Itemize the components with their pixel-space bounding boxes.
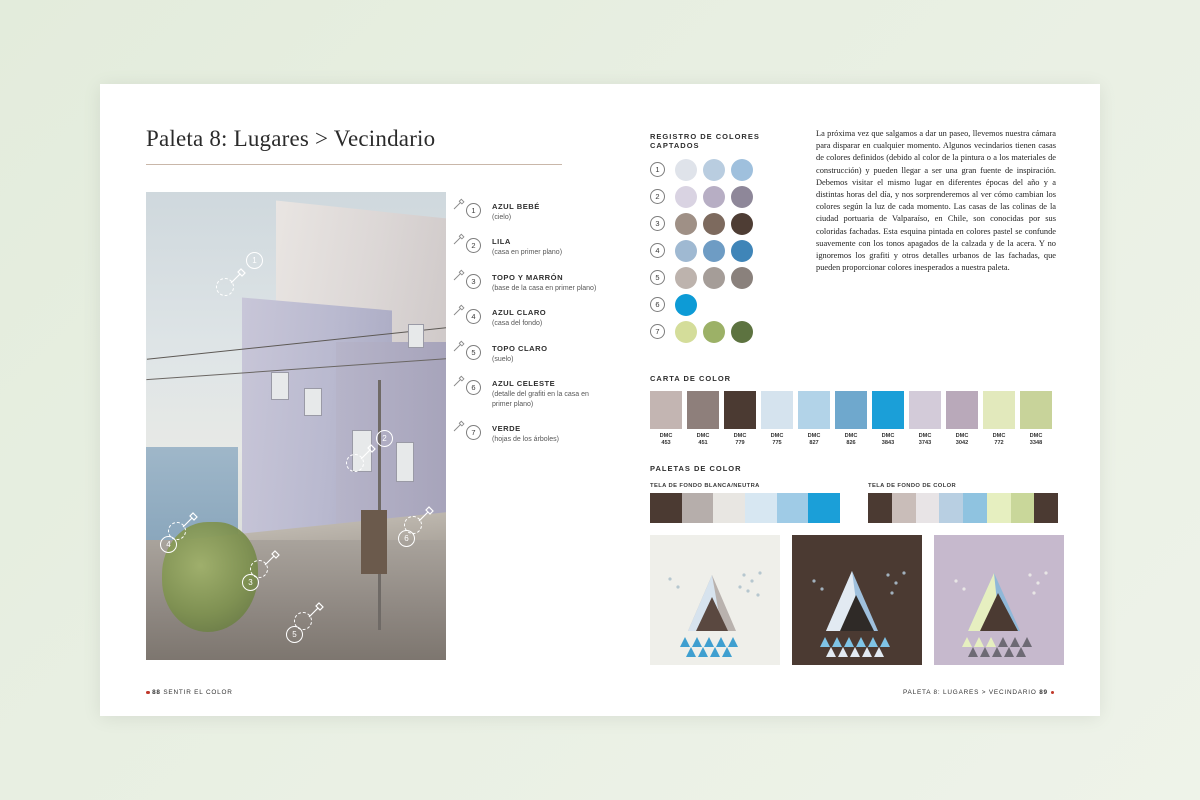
swatch-label: DMC 3743 bbox=[918, 433, 932, 447]
list-item bbox=[687, 391, 719, 448]
color-swatch bbox=[946, 391, 978, 429]
color-band bbox=[745, 493, 777, 523]
list-item bbox=[650, 391, 682, 448]
color-dot bbox=[731, 240, 753, 262]
palette-strips bbox=[650, 483, 1070, 523]
mountain-illustration bbox=[650, 535, 780, 665]
swatch-label: DMC 772 bbox=[992, 433, 1006, 447]
color-band bbox=[777, 493, 809, 523]
body-paragraph: La próxima vez que salgamos a dar un paseo, llevemos nuestra cámara para disparar en cualquier momento. Algunos vecindarios tienen casas de colores definidos (debido al color de la pintura o a los materiales de construcción) y pueden llegar a ser una gran fuente de inspiración. Debemos visitar el mismo lugar en diferentes épocas del año y a distintas horas del día, y nos sorprenderemos al ver cómo cambian los colores según la luz de cada momento. Las casas de las colinas de la ciudad portuaria de Valparaíso, en Chile, son conocidas por sus coloridas fachadas. Esta esquina pintada en colores pastel se confunde suavemente con los tonos apagados de la calzada y de la acera. Y no ignoremos los grafiti y otros detalles urbanos de las fachadas, que pueden proporcionar colores inesperados a nuestra paleta. bbox=[816, 129, 1056, 273]
eyedropper-icon bbox=[452, 374, 466, 388]
photo-sample-number-4: 4 bbox=[160, 536, 177, 553]
legend-number: 7 bbox=[466, 425, 481, 440]
footer-left bbox=[146, 689, 233, 696]
legend-number: 1 bbox=[466, 203, 481, 218]
legend-color-desc: (cielo) bbox=[492, 214, 512, 221]
photo-door bbox=[361, 510, 387, 574]
swatch-label: DMC 3348 bbox=[1029, 433, 1043, 447]
legend-list bbox=[466, 202, 606, 460]
color-band bbox=[987, 493, 1011, 523]
palette-left bbox=[650, 483, 840, 523]
list-item bbox=[466, 344, 606, 364]
eyedropper-icon bbox=[228, 266, 248, 286]
legend-color-desc: (base de la casa en primer plano) bbox=[492, 284, 597, 292]
list-item bbox=[466, 237, 606, 257]
photo-sample-number-2: 2 bbox=[376, 430, 393, 447]
registro-heading: REGISTRO DE COLORES CAPTADOS bbox=[650, 132, 760, 150]
list-item bbox=[872, 391, 904, 448]
color-dot bbox=[703, 186, 725, 208]
swatch-label: DMC 775 bbox=[770, 433, 784, 447]
list-item bbox=[466, 379, 606, 409]
footer-right bbox=[903, 689, 1054, 696]
list-item bbox=[466, 424, 606, 444]
color-dot bbox=[731, 267, 753, 289]
swatch-label: DMC 453 bbox=[659, 433, 673, 447]
list-item bbox=[946, 391, 978, 448]
palette-strip bbox=[650, 493, 840, 523]
palette-strip bbox=[868, 493, 1058, 523]
eyedropper-icon bbox=[452, 197, 466, 211]
footer-dot-icon bbox=[1051, 691, 1055, 695]
color-band bbox=[868, 493, 892, 523]
photo-window bbox=[396, 442, 414, 482]
color-band bbox=[650, 493, 682, 523]
table-row bbox=[650, 318, 800, 345]
right-page bbox=[620, 84, 1100, 716]
color-dot bbox=[675, 321, 697, 343]
left-page bbox=[100, 84, 620, 716]
legend-color-desc: (suelo) bbox=[492, 355, 514, 363]
color-dot bbox=[703, 159, 725, 181]
eyedropper-icon bbox=[358, 442, 378, 462]
sample-cards bbox=[650, 535, 1070, 665]
legend-number: 5 bbox=[466, 345, 481, 360]
swatch-label: DMC 826 bbox=[844, 433, 858, 447]
color-swatch bbox=[761, 391, 793, 429]
sample-card bbox=[650, 535, 780, 665]
footer-page-number: 88 bbox=[152, 689, 161, 696]
list-item bbox=[466, 202, 606, 222]
sample-card bbox=[934, 535, 1064, 665]
registro-number: 5 bbox=[650, 270, 665, 285]
photo-window bbox=[271, 372, 289, 400]
legend-number: 2 bbox=[466, 238, 481, 253]
legend-color-name: TOPO Y MARRÓN bbox=[492, 272, 564, 282]
eyedropper-icon bbox=[452, 339, 466, 353]
color-swatch bbox=[687, 391, 719, 429]
color-dot bbox=[703, 267, 725, 289]
color-swatch bbox=[835, 391, 867, 429]
table-row bbox=[650, 210, 800, 237]
color-swatch bbox=[650, 391, 682, 429]
legend-number: 4 bbox=[466, 309, 481, 324]
color-dot bbox=[731, 213, 753, 235]
carta-swatch-list bbox=[650, 391, 1060, 448]
list-item bbox=[466, 273, 606, 293]
color-dot bbox=[703, 213, 725, 235]
legend-color-name: LILA bbox=[492, 237, 511, 247]
eyedropper-icon bbox=[452, 232, 466, 246]
table-row bbox=[650, 264, 800, 291]
eyedropper-icon bbox=[452, 303, 466, 317]
registro-number: 3 bbox=[650, 216, 665, 231]
registro-rows bbox=[650, 156, 800, 345]
registro-section bbox=[650, 132, 800, 345]
swatch-label: DMC 451 bbox=[696, 433, 710, 447]
photo-window bbox=[408, 324, 424, 348]
photo-sample-number-3: 3 bbox=[242, 574, 259, 591]
color-dot bbox=[675, 159, 697, 181]
color-dot bbox=[675, 213, 697, 235]
legend-color-desc: (hojas de los árboles) bbox=[492, 436, 559, 444]
list-item bbox=[1020, 391, 1052, 448]
list-item bbox=[466, 308, 606, 328]
legend-color-name: AZUL CLARO bbox=[492, 308, 547, 318]
color-swatch bbox=[798, 391, 830, 429]
color-dot bbox=[675, 267, 697, 289]
photo-sample-number-5: 5 bbox=[286, 626, 303, 643]
color-swatch bbox=[909, 391, 941, 429]
list-item bbox=[798, 391, 830, 448]
color-swatch bbox=[872, 391, 904, 429]
registro-number: 1 bbox=[650, 162, 665, 177]
list-item bbox=[761, 391, 793, 448]
title-divider bbox=[146, 164, 562, 165]
registro-number: 7 bbox=[650, 324, 665, 339]
neighborhood-photo bbox=[146, 192, 446, 660]
eyedropper-icon bbox=[180, 510, 200, 530]
eyedropper-icon bbox=[262, 548, 282, 568]
legend-number: 6 bbox=[466, 380, 481, 395]
color-swatch bbox=[983, 391, 1015, 429]
swatch-label: DMC 3843 bbox=[881, 433, 895, 447]
photo-sample-number-1: 1 bbox=[246, 252, 263, 269]
color-band bbox=[916, 493, 940, 523]
page-title: Paleta 8: Lugares > Vecindario bbox=[146, 126, 436, 151]
swatch-label: DMC 3042 bbox=[955, 433, 969, 447]
eyedropper-icon bbox=[452, 419, 466, 433]
registro-number: 6 bbox=[650, 297, 665, 312]
eyedropper-icon bbox=[416, 504, 436, 524]
color-band bbox=[808, 493, 840, 523]
color-dot bbox=[731, 321, 753, 343]
list-item bbox=[724, 391, 756, 448]
table-row bbox=[650, 237, 800, 264]
legend-color-desc: (casa en primer plano) bbox=[492, 249, 563, 257]
palette-left-label: TELA DE FONDO BLANCA/NEUTRA bbox=[650, 483, 760, 489]
table-row bbox=[650, 156, 800, 183]
list-item bbox=[983, 391, 1015, 448]
carta-de-color-section bbox=[650, 374, 1060, 448]
swatch-label: DMC 827 bbox=[807, 433, 821, 447]
color-band bbox=[892, 493, 916, 523]
color-band bbox=[713, 493, 745, 523]
sample-card bbox=[792, 535, 922, 665]
color-band bbox=[1011, 493, 1035, 523]
list-item bbox=[835, 391, 867, 448]
legend-color-name: TOPO CLARO bbox=[492, 343, 548, 353]
eyedropper-icon bbox=[306, 600, 326, 620]
registro-number: 2 bbox=[650, 189, 665, 204]
legend-color-desc: (casa del fondo) bbox=[492, 320, 543, 328]
color-dot bbox=[675, 294, 697, 316]
footer-page-number: 89 bbox=[1039, 689, 1048, 696]
legend-color-name: AZUL CELESTE bbox=[492, 379, 556, 389]
color-band bbox=[939, 493, 963, 523]
registro-number: 4 bbox=[650, 243, 665, 258]
palette-right-label: TELA DE FONDO DE COLOR bbox=[868, 483, 957, 489]
book-spread bbox=[100, 84, 1100, 716]
photo-window bbox=[304, 388, 322, 416]
legend-color-name: VERDE bbox=[492, 424, 521, 434]
color-dot bbox=[731, 186, 753, 208]
photo-lamppost bbox=[378, 380, 381, 630]
color-dot bbox=[675, 240, 697, 262]
color-dot bbox=[703, 240, 725, 262]
footer-chapter-title: PALETA 8: LUGARES > VECINDARIO bbox=[902, 689, 1037, 696]
paletas-section bbox=[650, 464, 1070, 665]
palette-right bbox=[868, 483, 1058, 523]
carta-heading: CARTA DE COLOR bbox=[650, 374, 732, 383]
swatch-label: DMC 779 bbox=[733, 433, 747, 447]
color-band bbox=[1034, 493, 1058, 523]
color-swatch bbox=[724, 391, 756, 429]
paletas-heading: PALETAS DE COLOR bbox=[650, 464, 742, 473]
eyedropper-icon bbox=[452, 268, 466, 282]
table-row bbox=[650, 291, 800, 318]
color-dot bbox=[703, 321, 725, 343]
list-item bbox=[909, 391, 941, 448]
mountain-illustration bbox=[934, 535, 1064, 665]
footer-dot-icon bbox=[146, 691, 150, 695]
table-row bbox=[650, 183, 800, 210]
photo-sample-number-6: 6 bbox=[398, 530, 415, 547]
color-band bbox=[682, 493, 714, 523]
color-dot bbox=[731, 159, 753, 181]
mountain-illustration bbox=[792, 535, 922, 665]
color-swatch bbox=[1020, 391, 1052, 429]
legend-color-desc: (detalle del grafiti en la casa en primer plano) bbox=[492, 391, 589, 408]
legend-color-name: AZUL BEBÉ bbox=[492, 202, 540, 211]
color-band bbox=[963, 493, 987, 523]
footer-book-title: SENTIR EL COLOR bbox=[163, 689, 233, 696]
color-dot bbox=[675, 186, 697, 208]
legend-number: 3 bbox=[466, 274, 481, 289]
